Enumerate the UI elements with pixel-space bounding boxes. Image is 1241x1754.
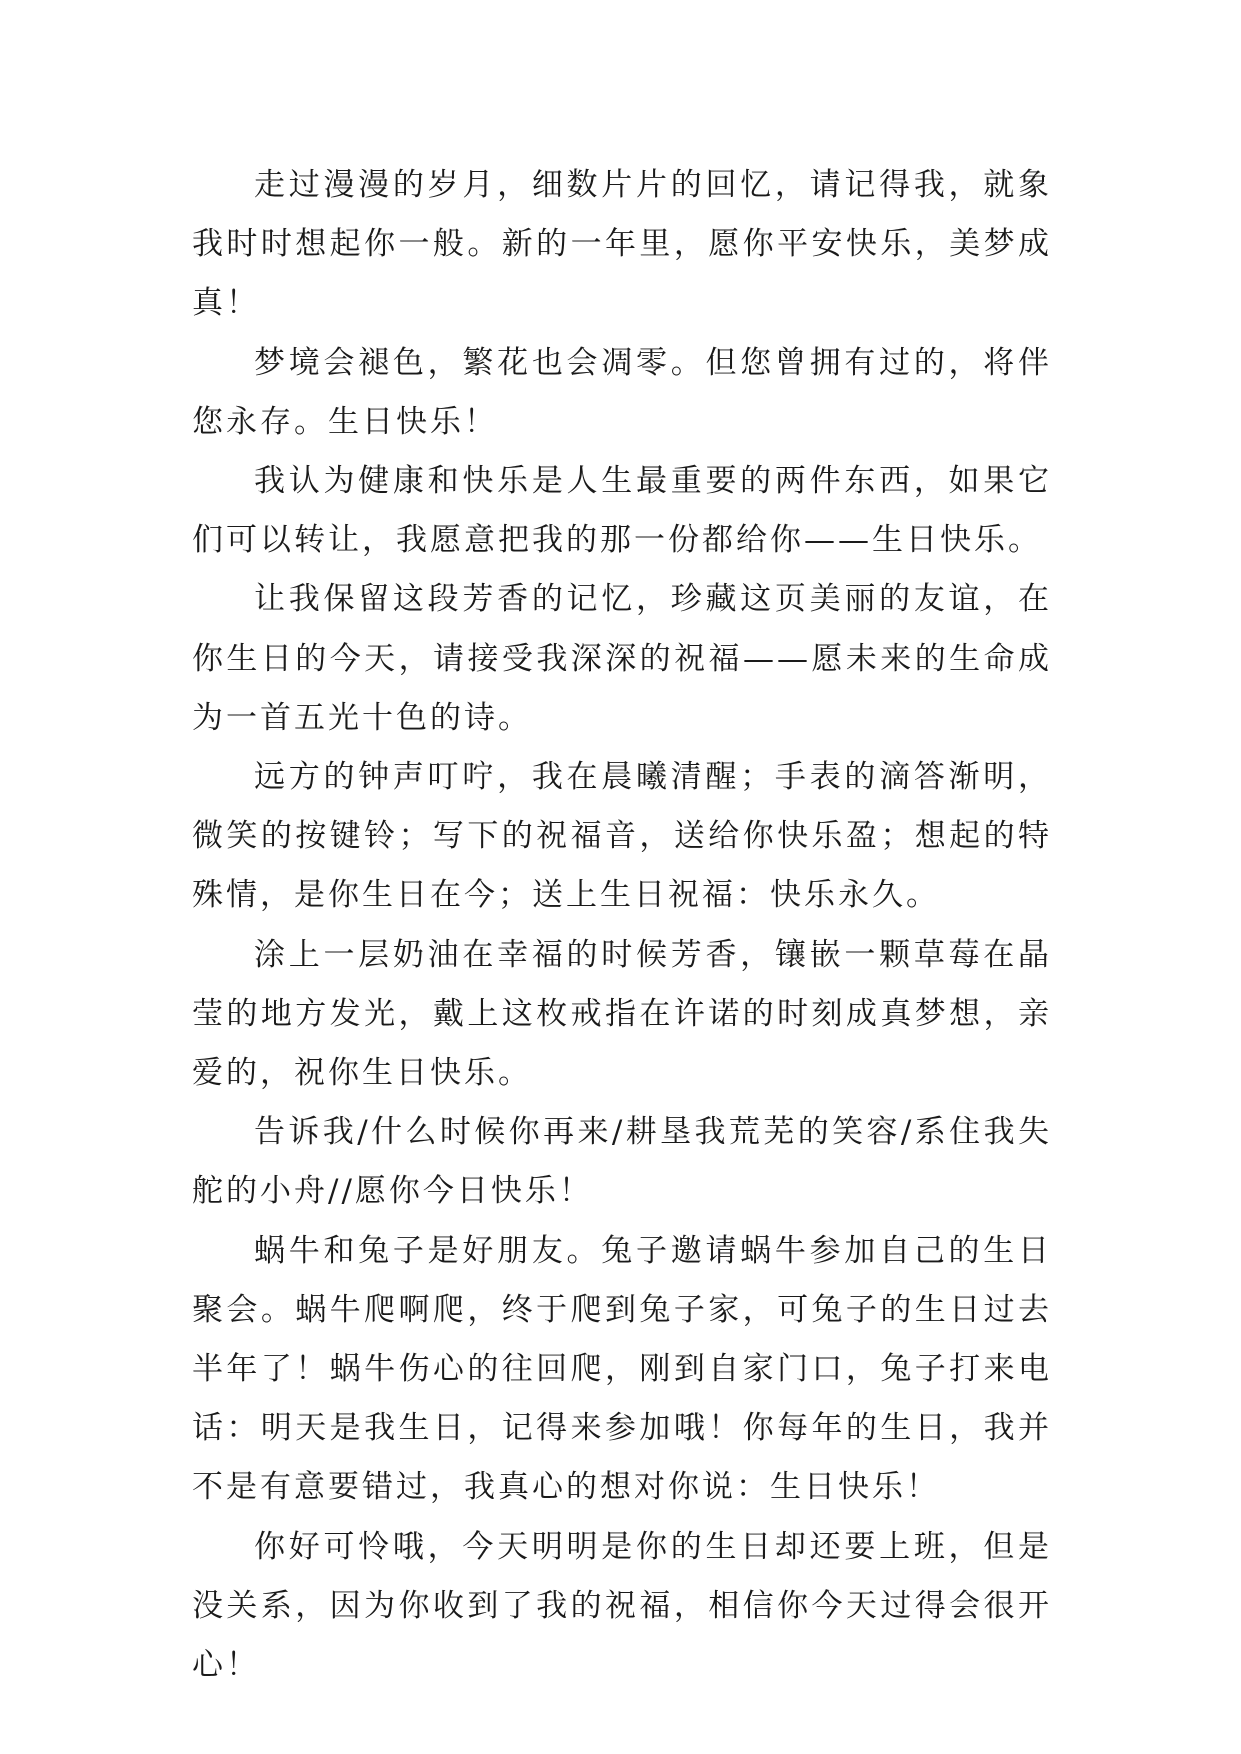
paragraph: 走过漫漫的岁月，细数片片的回忆，请记得我，就象我时时想起你一般。新的一年里，愿你平安快乐，美梦成真！ <box>192 167 1052 322</box>
paragraph: 你好可怜哦，今天明明是你的生日却还要上班，但是没关系，因为你收到了我的祝福，相信你今天过得会很开心！ <box>192 1528 1052 1684</box>
paragraph: 梦境会褪色，繁花也会凋零。但您曾拥有过的，将伴您永存。生日快乐！ <box>192 344 1052 440</box>
paragraph: 涂上一层奶油在幸福的时候芳香，镶嵌一颗草莓在晶莹的地方发光，戴上这枚戒指在许诺的时刻成真梦想，亲爱的，祝你生日快乐。 <box>192 936 1052 1092</box>
paragraph: 蜗牛和兔子是好朋友。兔子邀请蜗牛参加自己的生日聚会。蜗牛爬啊爬，终于爬到兔子家，可兔子的生日过去半年了！蜗牛伤心的往回爬，刚到自家门口，兔子打来电话：明天是我生日，记得来参加哦！你每年的生日，我并不是有意要错过，我真心的想对你说：生日快乐！ <box>192 1232 1052 1506</box>
paragraph: 让我保留这段芳香的记忆，珍藏这页美丽的友谊，在你生日的今天，请接受我深深的祝福——愿未来的生命成为一首五光十色的诗。 <box>192 581 1052 736</box>
paragraph: 远方的钟声叮咛，我在晨曦清醒；手表的滴答渐明，微笑的按键铃；写下的祝福音，送给你快乐盈；想起的特殊情，是你生日在今；送上生日祝福：快乐永久。 <box>192 759 1052 914</box>
document-body <box>192 156 1052 1695</box>
paragraph: 告诉我/什么时候你再来/耕垦我荒芜的笑容/系住我失舵的小舟//愿你今日快乐！ <box>192 1114 1052 1210</box>
paragraph: 我认为健康和快乐是人生最重要的两件东西，如果它们可以转让，我愿意把我的那一份都给你——生日快乐。 <box>192 463 1052 559</box>
